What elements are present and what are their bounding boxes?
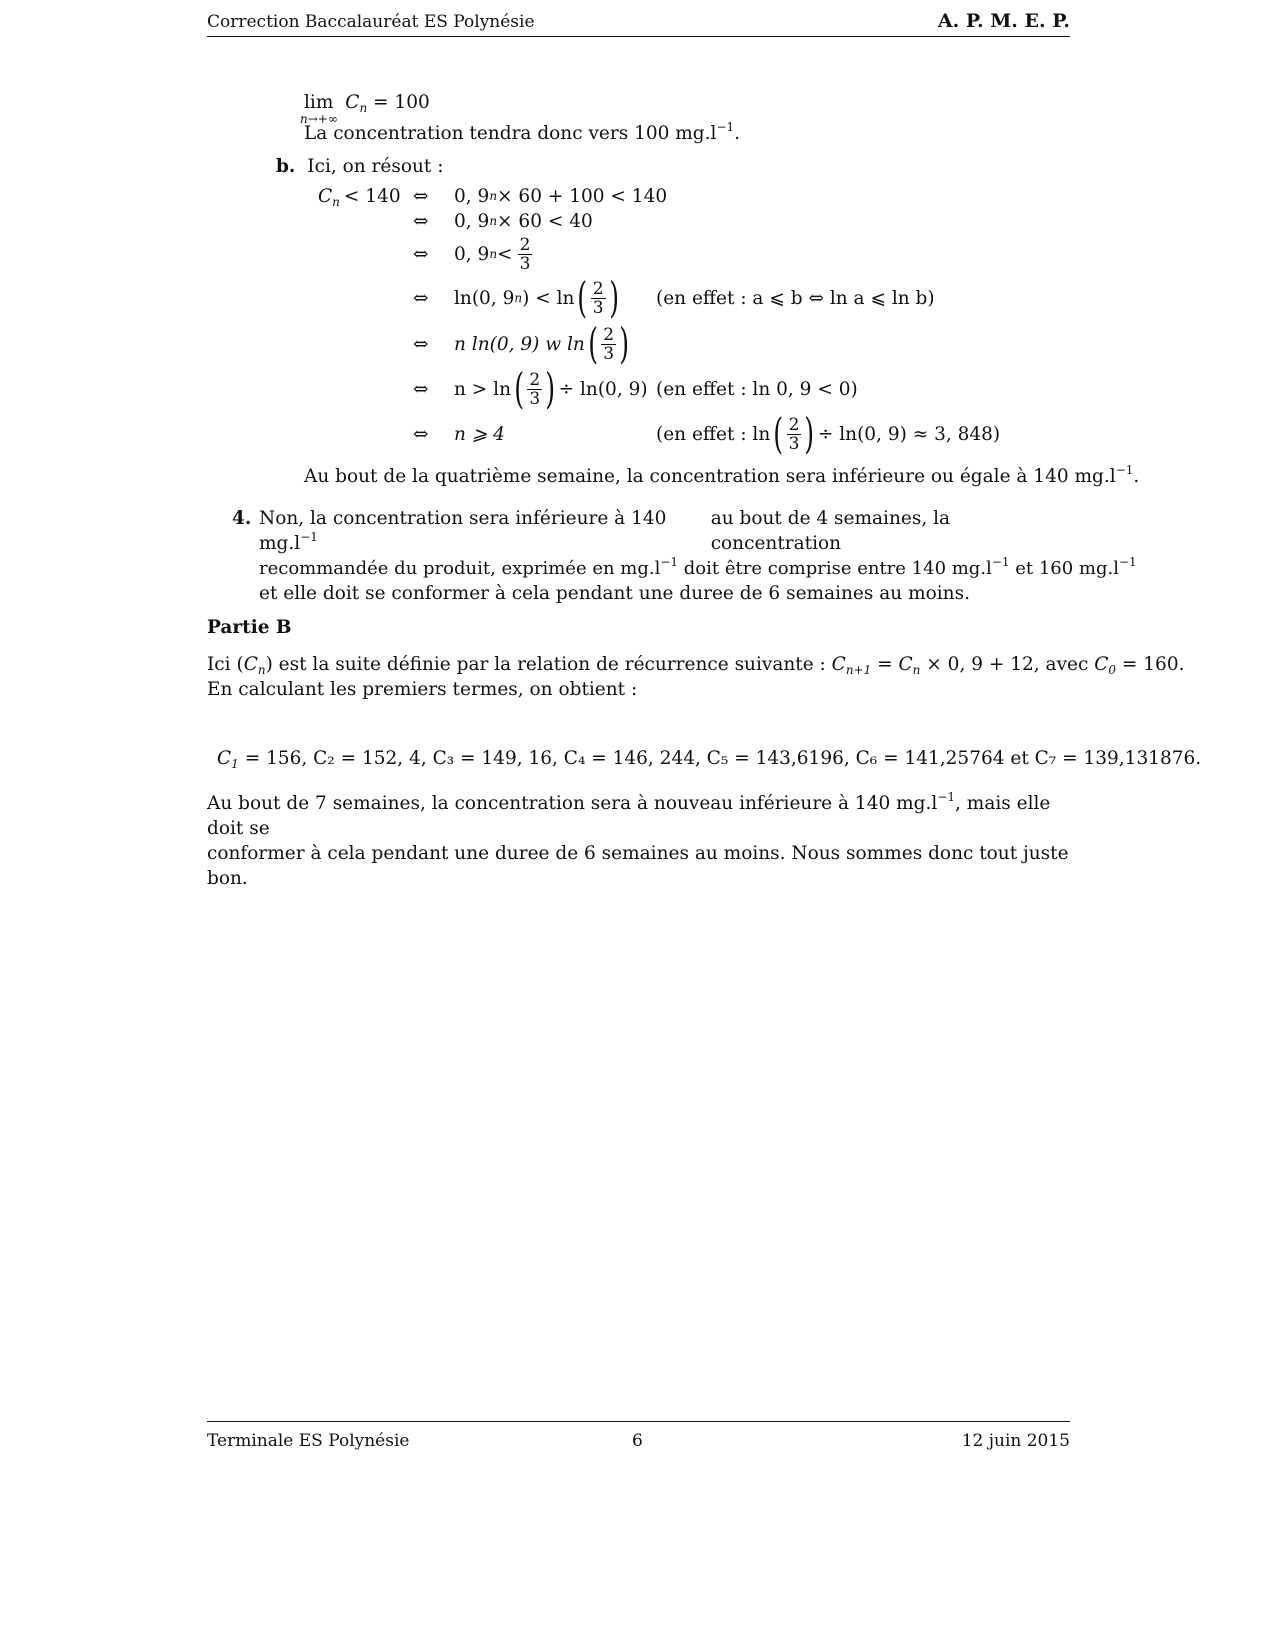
part-b-conclusion-end: . xyxy=(1133,466,1140,487)
frac-den: 3 xyxy=(519,253,531,274)
arrow-2: ⇔ xyxy=(413,210,429,232)
page-footer xyxy=(207,1421,1070,1451)
step-5 xyxy=(454,319,632,368)
fraction-2-3 xyxy=(601,326,616,363)
step-1-rest: × 60 + 100 < 140 xyxy=(497,185,668,207)
arrow-1: ⇔ xyxy=(413,185,429,207)
right-paren: ) xyxy=(608,273,619,322)
limit-expression xyxy=(300,92,430,126)
lhs-var: $C_n$ xyxy=(318,185,340,209)
step-1-base: 0, 9 xyxy=(454,185,490,207)
equation-row-1 xyxy=(318,176,401,216)
p3-line-1 xyxy=(207,791,1070,841)
header-title: Correction Baccalauréat ES Polynésie xyxy=(207,12,535,32)
item-4-line-3: et elle doit se conformer à cela pendant une duree de 6 semaines au moins. xyxy=(259,583,970,604)
step-4: ln(0, 9 n ) < ln ( $\frac{2}{3}$ ) xyxy=(454,273,619,322)
part-b-conclusion-text: Au bout de la quatrième semaine, la concentration sera inférieure ou égale à 140 mg.l xyxy=(304,466,1116,487)
item-4-line2-exp: −1 xyxy=(660,555,679,569)
step-7-note xyxy=(656,409,1001,458)
page-number: 6 xyxy=(632,1431,643,1451)
item-4-line2-exp3: −1 xyxy=(1119,555,1137,569)
left-paren: ( xyxy=(514,364,525,413)
item-4-line-2 xyxy=(259,555,1137,581)
step-4-note xyxy=(656,278,935,318)
arrow-4: ⇔ xyxy=(413,287,429,309)
lim-value: = 100 xyxy=(367,92,430,113)
frac-num: 2 xyxy=(592,278,604,299)
step-4-note-text: (en effet : a ⩽ b ⇔ ln a ⩽ ln b) xyxy=(656,287,935,309)
part-b-conclusion-exp: −1 xyxy=(1115,463,1134,477)
fraction-2-3 xyxy=(787,416,802,453)
step-6-note xyxy=(656,369,858,409)
item-4-line1-rest: au bout de 4 semaines, la concentration xyxy=(710,508,951,554)
p1-c0: $C_0$ xyxy=(1094,654,1117,677)
left-paren: ( xyxy=(588,319,598,368)
lim-subscript: n→+∞ xyxy=(300,112,338,126)
step-4-a: ln(0, 9 xyxy=(454,287,515,309)
frac-den: 3 xyxy=(592,297,604,318)
item-4-line2-a: recommandée du produit, exprimée en mg.l xyxy=(259,558,661,579)
terms-list xyxy=(217,746,1201,771)
arrow-7: ⇔ xyxy=(413,423,429,445)
lim-variable: C xyxy=(345,92,360,113)
term-c1: $C_1$ xyxy=(217,748,239,771)
lim-operator: lim xyxy=(304,92,334,113)
part-b-intro: Ici, on résout : xyxy=(307,156,444,177)
arrow-3: ⇔ xyxy=(413,243,429,265)
step-2-base: 0, 9 xyxy=(454,210,490,232)
conclusion-a-exp: −1 xyxy=(716,120,735,134)
item-4-line2-mid2: et 160 mg.l xyxy=(1009,558,1119,579)
partie-b-paragraph-1: Ici $(C_n)$ est la suite définie par la relation de récurrence suivante : $C_{n+1} = C_n \times 0$, 9 + 12, avec $C_0 = 160$. xyxy=(207,654,1185,677)
frac-num: 2 xyxy=(519,234,531,255)
item-4-line2-exp2: −1 xyxy=(991,555,1010,569)
p3-line1-text: Au bout de 7 semaines, la concentration sera à nouveau inférieure à 140 mg.l xyxy=(207,793,938,814)
step-7-note-a: (en effet : ln xyxy=(656,423,771,445)
item-4-line1-exp: −1 xyxy=(300,530,318,544)
lim-variable-sub: n xyxy=(359,101,368,115)
step-2-rest: × 60 < 40 xyxy=(497,210,593,232)
frac-den: 3 xyxy=(788,433,800,454)
step-6-b: ÷ ln(0, 9) xyxy=(558,378,648,400)
footer-left: Terminale ES Polynésie xyxy=(207,1431,410,1451)
p1-cn2: $C_n$ xyxy=(898,654,921,677)
arrow-6: ⇔ xyxy=(413,378,429,400)
right-paren: ) xyxy=(545,364,556,413)
p1-cn: $C_n$ xyxy=(243,654,266,677)
fraction-2-3 xyxy=(591,280,606,317)
frac-num: 2 xyxy=(603,324,615,345)
partie-b-paragraph-2: En calculant les premiers termes, on obtient : xyxy=(207,679,638,700)
p3-exp: −1 xyxy=(937,790,956,804)
arrow-5: ⇔ xyxy=(413,333,429,355)
p1-cn1: $C_{n+1}$ xyxy=(831,654,872,677)
item-4-label: 4. xyxy=(232,508,252,529)
item-4-line2-mid: doit être comprise entre 140 mg.l xyxy=(678,558,992,579)
step-3: 0, 9 n < $\frac{2}{3}$ xyxy=(454,234,531,274)
left-paren: ( xyxy=(577,273,588,322)
step-7 xyxy=(454,414,505,454)
partie-b-paragraph-3 xyxy=(207,791,1070,891)
step-3-rest: < xyxy=(497,243,513,265)
p3-line-2: conformer à cela pendant une duree de 6 semaines au moins. Nous sommes donc tout juste bon. xyxy=(207,843,1069,889)
step-7-note-b: ÷ ln(0, 9) ≈ 3, 848) xyxy=(817,423,1001,445)
p1-b: ) est la suite définie par la relation de récurrence suivante : xyxy=(265,654,832,675)
step-3-base: 0, 9 xyxy=(454,243,490,265)
item-4-line1-a: Non, la concentration sera inférieure à 140 mg.l xyxy=(259,508,667,554)
step-1: 0, 9 n × 60 + 100 < 140 xyxy=(454,185,668,207)
frac-den: 3 xyxy=(529,388,541,409)
p1-a: Ici ( xyxy=(207,654,244,675)
part-b-conclusion xyxy=(304,464,1139,489)
conclusion-a-end: . xyxy=(734,123,741,144)
step-6 xyxy=(454,364,648,413)
page-header xyxy=(207,12,1070,37)
frac-num: 2 xyxy=(529,369,541,390)
footer-date: 12 juin 2015 xyxy=(961,1431,1070,1451)
frac-num: 2 xyxy=(788,414,800,435)
fraction-2-3 xyxy=(527,371,542,408)
frac-den: 3 xyxy=(603,343,615,364)
step-4-b: ) < ln xyxy=(522,287,575,309)
conclusion-a xyxy=(304,121,740,146)
step-6-a: n > ln xyxy=(454,378,512,400)
step-5-a: n ln(0, 9) w ln xyxy=(454,333,585,355)
step-7-text: n ⩾ 4 xyxy=(454,423,505,445)
item-4-paragraph xyxy=(259,506,1137,606)
partie-b-title: Partie B xyxy=(207,617,292,638)
lhs-value: < 140 xyxy=(343,185,401,207)
left-paren: ( xyxy=(773,409,784,458)
step-6-note-text: (en effet : ln 0, 9 < 0) xyxy=(656,378,858,400)
header-apmep: A. P. M. E. P. xyxy=(937,10,1070,32)
step-2: 0, 9 n × 60 < 40 xyxy=(454,210,593,232)
part-b-label: b. xyxy=(276,156,296,177)
p1-c: × 0, 9 + 12, avec xyxy=(920,654,1095,675)
right-paren: ) xyxy=(804,409,815,458)
item-4-line-1 xyxy=(259,506,1070,556)
right-paren: ) xyxy=(619,319,630,368)
p3-line1-end: , mais elle doit se xyxy=(207,793,1051,839)
terms-values: = 156, C₂ = 152, 4, C₃ = 149, 16, C₄ = 146, 244, C₅ = 143,6196, C₆ = 141,25764 et C₇ = 139,131876. xyxy=(244,748,1202,769)
fraction-2-3 xyxy=(518,236,533,273)
p1-d: = 160. xyxy=(1116,654,1185,675)
conclusion-a-text: La concentration tendra donc vers 100 mg.l xyxy=(304,123,717,144)
